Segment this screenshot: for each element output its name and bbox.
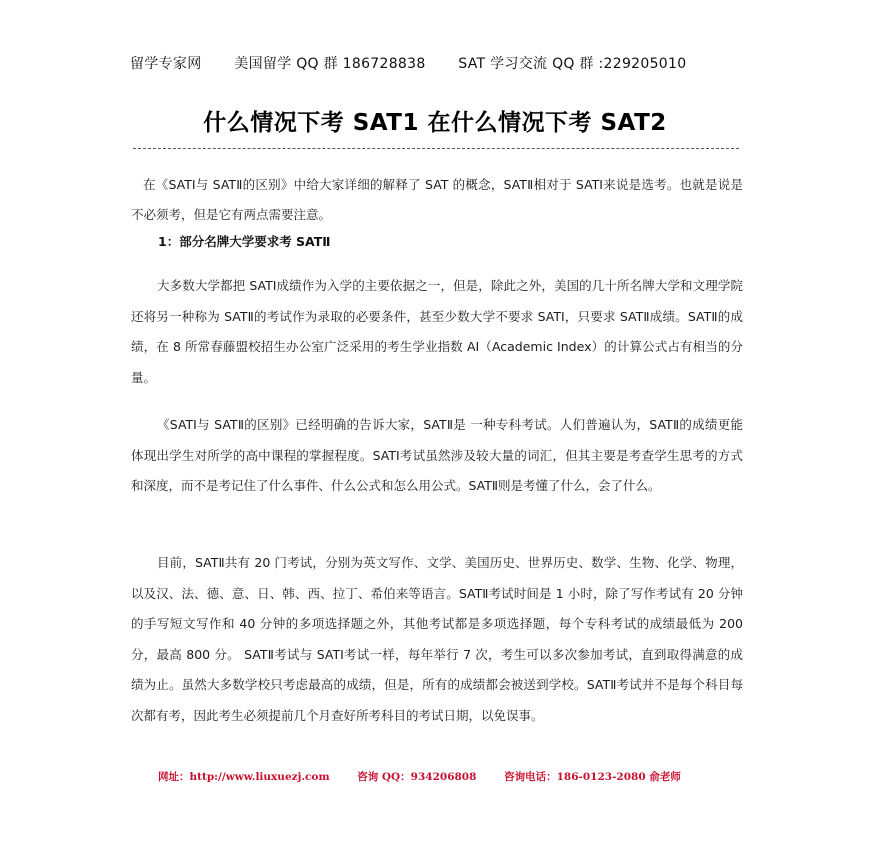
header-qq-group-us: 美国留学 QQ 群 186728838: [234, 56, 426, 72]
header-qq-group-sat: SAT 学习交流 QQ 群 :229205010: [458, 56, 687, 72]
intro-paragraph: 在《SATI与 SATⅡ的区别》中给大家详细的解释了 SAT 的概念，SATⅡ相对于 SATI来说是选考。也就是说是不必须考，但是它有两点需要注意。: [131, 177, 743, 222]
body-paragraph-1: 大多数大学都把 SATI成绩作为入学的主要依据之一，但是，除此之外，美国的几十所名牌大学和文理学院还将另一种称为 SATⅡ的考试作为录取的必要条件，甚至少数大学不要求 SATI，只要求 SATⅡ成绩。SATⅡ的成绩，在 8 所常春藤盟校招生办公室广泛采用的考生学业指数 AI（Academic Index）的计算公式占有相当的分量。: [131, 278, 743, 385]
body-paragraph-3: 目前，SATⅡ共有 20 门考试，分别为英文写作、文学、美国历史、世界历史、数学、生物、化学、物理，以及汉、法、德、意、日、韩、西、拉丁、希伯来等语言。SATⅡ考试时间是 1 小时，除了写作考试有 20 分钟的手写短文写作和 40 分钟的多项选择题之外，其他考试都是多项选择题，每个专科考试的成绩最低为 200 分，最高 800 分。 SATⅡ考试与 SATI考试一样，每年举行 7 次，考生可以多次参加考试，直到取得满意的成绩为止。虽然大多数学校只考虑最高的成绩，但是，所有的成绩都会被送到学校。SATⅡ考试并不是每个科目每次都有考，因此考生必须提前几个月查好所考科目的考试日期，以免误事。: [131, 555, 743, 723]
title-divider: [133, 148, 739, 149]
page-header: [130, 53, 750, 73]
body-paragraph-2: 《SATI与 SATⅡ的区别》已经明确的告诉大家，SATⅡ是 一种专科考试。人们普遍认为，SATⅡ的成绩更能体现出学生对所学的高中课程的掌握程度。SATI考试虽然涉及较大量的词汇，但其主要是考查学生思考的方式和深度，而不是考记住了什么事件、什么公式和怎么用公式。SATⅡ则是考懂了什么，会了什么。: [131, 417, 743, 493]
header-site-name: 留学专家网: [130, 56, 202, 72]
page-footer: [158, 769, 681, 784]
footer-qq: 咨询 QQ：934206808: [357, 771, 477, 783]
section-heading: 1：部分名牌大学要求考 SATⅡ: [158, 234, 331, 249]
footer-phone: 咨询电话：186-0123-2080 俞老师: [504, 771, 681, 783]
document-title: 什么情况下考 SAT1 在什么情况下考 SAT2: [203, 110, 667, 136]
footer-website: 网址：http://www.liuxuezj.com: [158, 771, 330, 783]
